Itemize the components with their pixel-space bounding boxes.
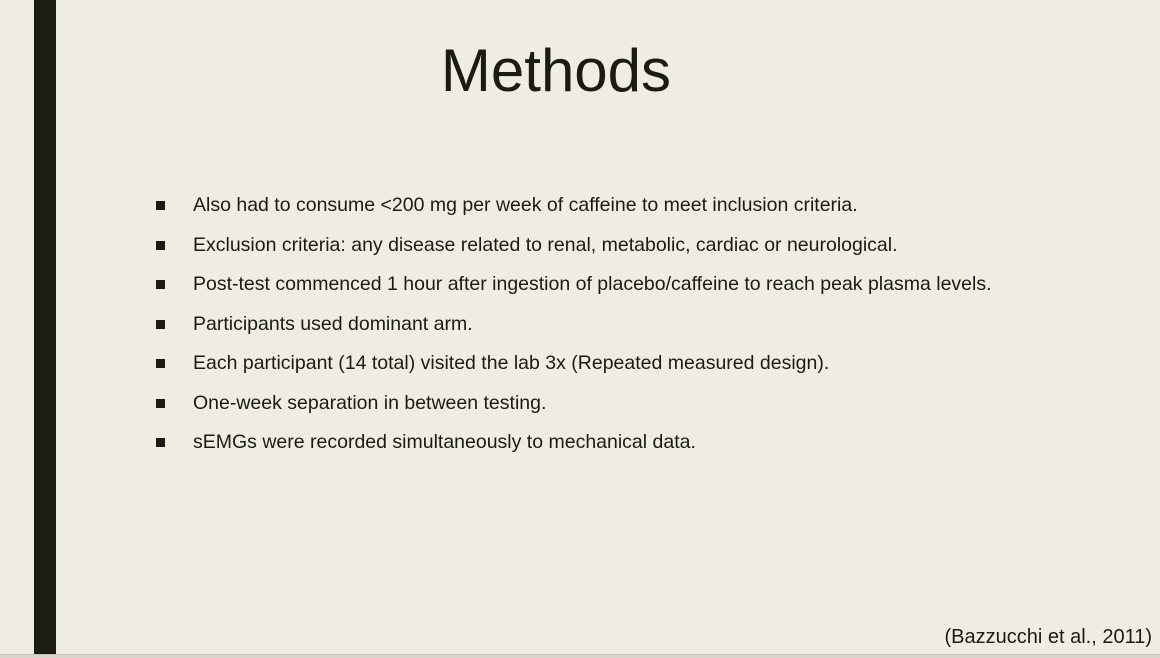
square-bullet-icon <box>156 438 165 447</box>
bullet-text: Post-test commenced 1 hour after ingestion of placebo/caffeine to reach peak plasma levels. <box>193 273 992 296</box>
bullet-item <box>154 305 1114 345</box>
square-bullet-icon <box>156 399 165 408</box>
bullet-item <box>154 423 1114 463</box>
square-bullet-icon <box>156 201 165 210</box>
bullet-text: Exclusion criteria: any disease related to renal, metabolic, cardiac or neurological. <box>193 233 898 256</box>
bullet-list <box>154 186 1114 463</box>
bullet-item <box>154 384 1114 424</box>
bullet-text: One-week separation in between testing. <box>193 391 547 414</box>
bullet-item <box>154 186 1114 226</box>
square-bullet-icon <box>156 359 165 368</box>
bullet-text: sEMGs were recorded simultaneously to mechanical data. <box>193 431 696 454</box>
square-bullet-icon <box>156 320 165 329</box>
bullet-text: Each participant (14 total) visited the lab 3x (Repeated measured design). <box>193 352 830 375</box>
square-bullet-icon <box>156 241 165 250</box>
bullet-item <box>154 265 1114 305</box>
citation: (Bazzucchi et al., 2011) <box>944 626 1152 648</box>
slide-title: Methods <box>440 37 672 104</box>
bullet-item <box>154 344 1114 384</box>
square-bullet-icon <box>156 280 165 289</box>
bullet-text: Participants used dominant arm. <box>193 312 473 335</box>
bullet-item <box>154 226 1114 266</box>
bullet-text: Also had to consume <200 mg per week of caffeine to meet inclusion criteria. <box>193 194 858 217</box>
bottom-divider <box>0 654 1160 658</box>
